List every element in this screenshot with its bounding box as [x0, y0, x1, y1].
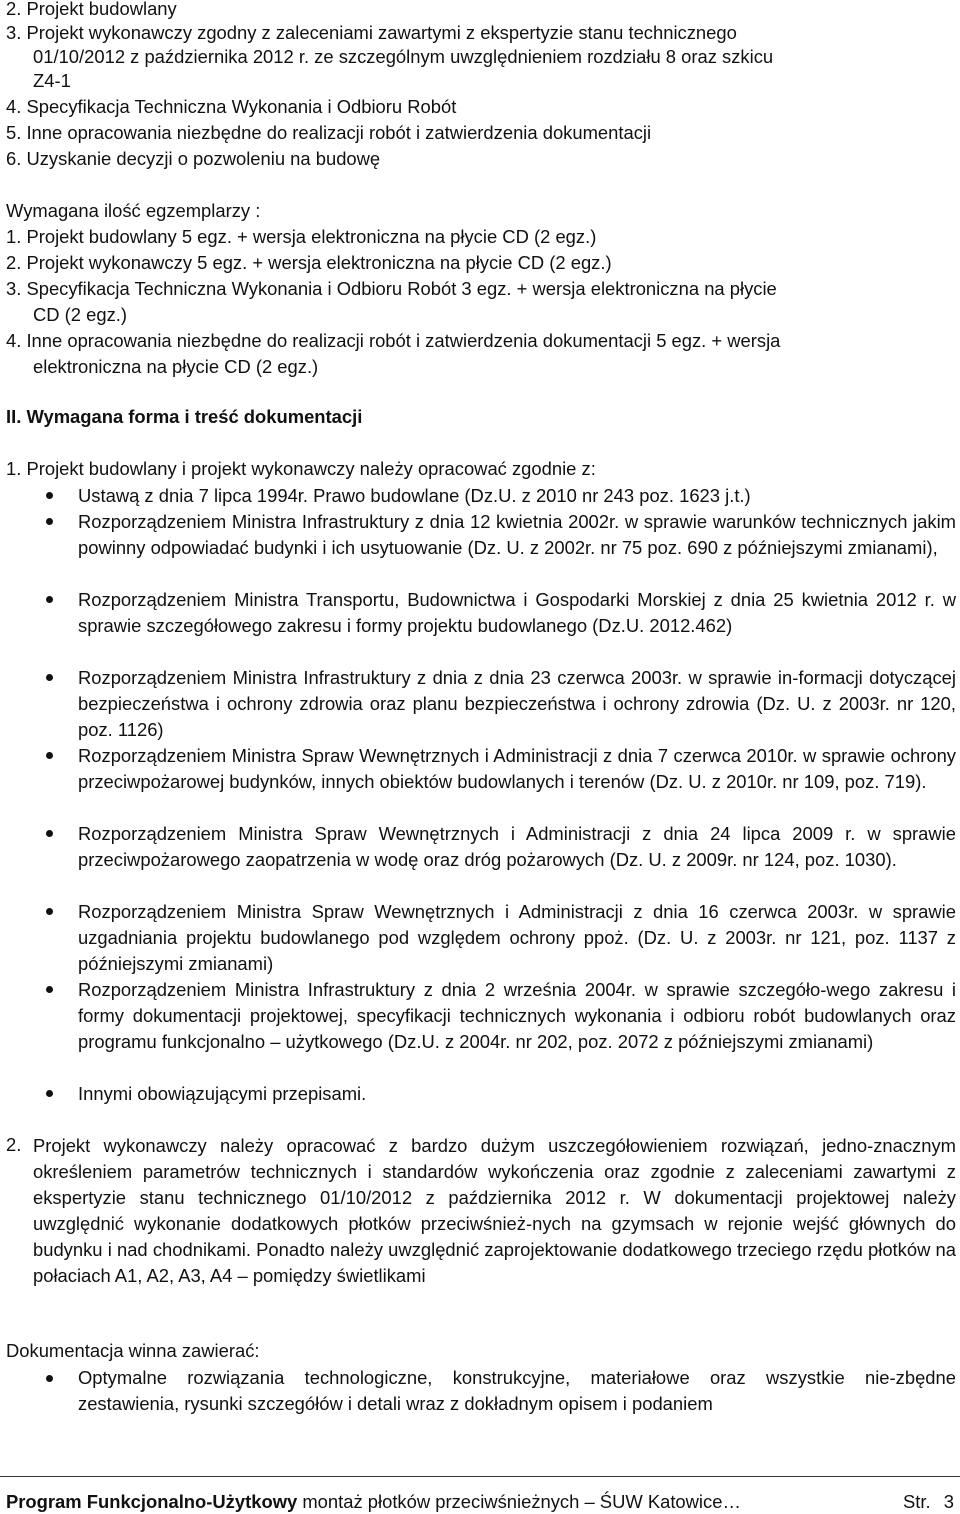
copies-item: 1. Projekt budowlany 5 egz. + wersja elektroniczna na płycie CD (2 egz.) [6, 226, 597, 247]
footer-page [903, 1491, 954, 1513]
bullet-dot [46, 986, 53, 993]
footer-divider [0, 1476, 960, 1477]
point2-number: 2. [6, 1134, 22, 1155]
bullet-dot [46, 1090, 53, 1097]
copies-item: 2. Projekt wykonawczy 5 egz. + wersja elektroniczna na płycie CD (2 egz.) [6, 252, 612, 273]
list-item-inne-opracowania: 5. Inne opracowania niezbędne do realizacji robót i zatwierdzenia dokumentacji [6, 122, 652, 143]
documentation-heading: Dokumentacja winna zawierać: [6, 1340, 260, 1361]
copies-item-cont: CD (2 egz.) [33, 304, 128, 325]
bullet-dot [46, 830, 53, 837]
copies-item-cont: elektroniczna na płycie CD (2 egz.) [33, 356, 319, 377]
footer-subtitle: montaż płotków przeciwśnieżnych – ŚUW Katowice… [302, 1491, 741, 1512]
bullet-dot [46, 596, 53, 603]
bullet-dot [46, 752, 53, 759]
bullet-dot [46, 518, 53, 525]
page-footer [6, 1491, 954, 1513]
footer-page-number: 3 [943, 1491, 954, 1512]
bullet-dot [46, 908, 53, 915]
regulation-bullet: Rozporządzeniem Ministra Infrastruktury z dnia 2 września 2004r. w sprawie szczegóło-wego zakresu i formy dokumentacji projektowej, specyfikacji technicznych wykonania i odbioru robót budowlanych oraz programu funkcjonalno – użytkowego (Dz.U. z 2004r. nr 202, poz. 2072 z późniejszymi zmianami) [78, 979, 956, 1052]
documentation-bullet: Optymalne rozwiązania technologiczne, konstrukcyjne, materiałowe oraz wszystkie nie-zbędne zestawienia, rysunki szczegółów i detali wraz z dokładnym opisem i podaniem [78, 1367, 956, 1414]
regulation-bullet: Rozporządzeniem Ministra Spraw Wewnętrznych i Administracji z dnia 24 lipca 2009 r. w sprawie przeciwpożarowego zaopatrzenia w wodę oraz dróg pożarowych (Dz. U. z 2009r. nr 124, poz. 1030). [78, 823, 956, 870]
copies-item: 4. Inne opracowania niezbędne do realizacji robót i zatwierdzenia dokumentacji 5 egz. + wersja [6, 330, 781, 351]
footer-title [6, 1491, 741, 1513]
bullet-dot [46, 674, 53, 681]
footer-page-label: Str. [903, 1491, 931, 1512]
bullet-dot [46, 492, 53, 499]
regulation-bullet: Innymi obowiązującymi przepisami. [78, 1083, 367, 1104]
list-item-projekt-wykonawczy: 3. Projekt wykonawczy zgodny z zaleceniami zawartymi z ekspertyzie stanu technicznego [6, 22, 737, 43]
point1-intro: 1. Projekt budowlany i projekt wykonawczy należy opracować zgodnie z: [6, 458, 596, 479]
regulation-bullet: Rozporządzeniem Ministra Spraw Wewnętrznych i Administracji z dnia 7 czerwca 2010r. w sprawie ochrony przeciwpożarowej budynków, innych obiektów budowlanych i terenów (Dz. U. z 2010r. nr 109, poz. 719). [78, 745, 956, 792]
list-item-decyzja: 6. Uzyskanie decyzji o pozwoleniu na budowę [6, 148, 381, 169]
bullet-dot [46, 1375, 53, 1382]
regulation-bullet: Rozporządzeniem Ministra Infrastruktury z dnia 12 kwietnia 2002r. w sprawie warunków technicznych jakim powinny odpowiadać budynki i ich usytuowanie (Dz. U. z 2002r. nr 75 poz. 690 z późniejszymi zmianami), [78, 511, 956, 558]
list-item-projekt-wykonawczy-cont: 01/10/2012 z października 2012 r. ze szczególnym uwzględnieniem rozdziału 8 oraz szkicu [33, 46, 774, 67]
regulation-bullet: Ustawą z dnia 7 lipca 1994r. Prawo budowlane (Dz.U. z 2010 nr 243 poz. 1623 j.t.) [78, 485, 751, 506]
point2-text: Projekt wykonawczy należy opracować z bardzo dużym uszczegółowieniem rozwiązań, jedno-znacznym określeniem parametrów technicznych i standardów wykończenia oraz zgodnie z zaleceniami zawartymi z ekspertyzie stanu technicznego 01/10/2012 z października 2012 r. W dokumentacji projektowej należy uwzględnić wykonanie dodatkowych płotków przeciwśnież-nych na gzymsach w rejonie wejść głównych do budynku i nad chodnikami. Ponadto należy uwzględnić zaprojektowanie dodatkowego trzeciego rzędu płotków na połaciach A1, A2, A3, A4 – pomiędzy świetlikami [33, 1135, 956, 1286]
copies-item: 3. Specyfikacja Techniczna Wykonania i Odbioru Robót 3 egz. + wersja elektroniczna na płycie [6, 278, 777, 299]
regulation-bullet: Rozporządzeniem Ministra Transportu, Budownictwa i Gospodarki Morskiej z dnia 25 kwietnia 2012 r. w sprawie szczegółowego zakresu i formy projektu budowlanego (Dz.U. 2012.462) [78, 589, 956, 636]
copies-heading: Wymagana ilość egzemplarzy : [6, 200, 261, 221]
list-item-projekt-budowlany: 2. Projekt budowlany [6, 0, 177, 19]
regulation-bullet: Rozporządzeniem Ministra Spraw Wewnętrznych i Administracji z dnia 16 czerwca 2003r. w sprawie uzgadniania projektu budowlanego pod względem ochrony ppoż. (Dz. U. z 2003r. nr 121, poz. 1137 z późniejszymi zmianami) [78, 901, 956, 974]
list-item-specyfikacja: 4. Specyfikacja Techniczna Wykonania i Odbioru Robót [6, 96, 457, 117]
list-item-projekt-wykonawczy-cont2: Z4-1 [33, 70, 71, 91]
footer-program: Program Funkcjonalno-Użytkowy [6, 1491, 298, 1512]
section-heading: II. Wymagana forma i treść dokumentacji [6, 406, 363, 427]
regulation-bullet: Rozporządzeniem Ministra Infrastruktury z dnia z dnia 23 czerwca 2003r. w sprawie in-formacji dotyczącej bezpieczeństwa i ochrony zdrowia oraz planu bezpieczeństwa i ochrony zdrowia (Dz. U. z 2003r. nr 120, poz. 1126) [78, 667, 956, 740]
